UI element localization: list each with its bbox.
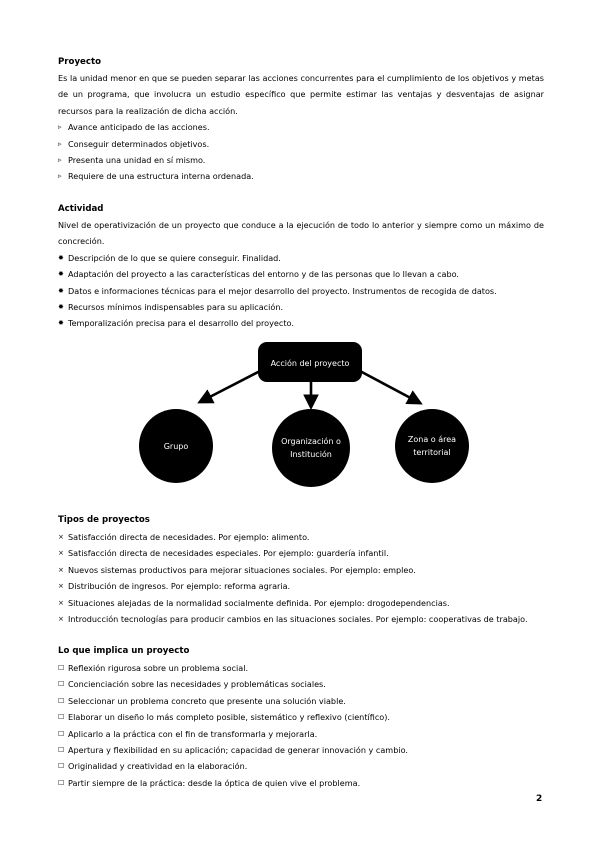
checkbox-bullet-icon: ☐ <box>58 746 65 755</box>
checkbox-bullet-icon: ☐ <box>58 696 65 705</box>
triangle-bullet-icon: ▹ <box>58 139 62 148</box>
star-bullet-icon: ✸ <box>58 253 64 262</box>
cross-bullet-icon: × <box>58 615 64 624</box>
cross-bullet-icon: × <box>58 533 64 541</box>
cross-bullet-icon: × <box>58 582 64 591</box>
list-item: ☐ Apertura y flexibilidad en su aplicación; capacidad de generar innovación y cambio. <box>58 742 544 758</box>
list-item: × Situaciones alejadas de la normalidad socialmente definida. Por ejemplo: drogodependencias. <box>58 595 544 611</box>
section-title: Proyecto <box>58 57 101 67</box>
list-item: ✸ Recursos mínimos indispensables para su aplicación. <box>58 299 544 315</box>
triangle-bullet-icon: ▹ <box>58 172 62 181</box>
star-bullet-icon: ✸ <box>58 286 64 295</box>
list-item: × Nuevos sistemas productivos para mejorar situaciones sociales. Por ejemplo: empleo. <box>58 562 544 578</box>
list-item: ▹ Avance anticipado de las acciones. <box>58 119 544 135</box>
section-proyecto <box>58 56 544 185</box>
arrow-left <box>200 370 262 402</box>
section-title: Lo que implica un proyecto <box>58 646 190 656</box>
star-bullet-icon: ✸ <box>58 270 64 279</box>
list-item: ☐ Concienciación sobre las necesidades y problemáticas sociales. <box>58 676 544 692</box>
star-bullet-icon: ✸ <box>58 319 64 328</box>
list-item: ☐ Partir siempre de la práctica: desde la óptica de quien vive el problema. <box>58 775 544 791</box>
list-item: ☐ Aplicarlo a la práctica con el fin de transformarla y mejorarla. <box>58 726 544 742</box>
list-item: ▹ Requiere de una estructura interna ordenada. <box>58 168 544 184</box>
section-paragraph: Es la unidad menor en que se pueden separar las acciones concurrentes para el cumplimiento de los objetivos y metas de un programa, que involucra un estudio específico que permite estimar las ventajas y desventajas de asignar recursos para la realización de dicha acción. <box>58 73 544 116</box>
arrow-right <box>358 370 420 403</box>
organization-node-label-2: Institución <box>290 450 332 459</box>
project-diagram <box>0 330 599 505</box>
section-title: Actividad <box>58 204 104 214</box>
zone-node-label-1: Zona o área <box>407 435 457 444</box>
action-node-label: Acción del proyecto <box>270 359 350 368</box>
list-item: ☐ Reflexión rigurosa sobre un problema social. <box>58 660 544 676</box>
triangle-bullet-icon: ▹ <box>58 156 62 165</box>
cross-bullet-icon: × <box>58 565 64 574</box>
list-item: ▹ Presenta una unidad en sí mismo. <box>58 152 544 168</box>
section-tipos <box>58 514 544 627</box>
list-item: × Satisfacción directa de necesidades. Por ejemplo: alimento. <box>58 529 544 545</box>
cross-bullet-icon: × <box>58 598 64 607</box>
cross-bullet-icon: × <box>58 549 64 558</box>
zone-node <box>395 409 469 483</box>
organization-node <box>272 409 350 487</box>
list-item: × Introducción tecnologías para producir cambios en las situaciones sociales. Por ejemplo: cooperativas de trabajo. <box>58 611 544 627</box>
list-item: × Satisfacción directa de necesidades especiales. Por ejemplo: guardería infantil. <box>58 545 544 561</box>
bullet-list <box>58 119 544 185</box>
list-item: ✸ Datos e informaciones técnicas para el mejor desarrollo del proyecto. Instrumentos de recogida de datos. <box>58 283 544 299</box>
checkbox-bullet-icon: ☐ <box>58 680 65 689</box>
section-implica <box>58 645 544 791</box>
list-item: ☐ Seleccionar un problema concreto que presente una solución viable. <box>58 693 544 709</box>
bullet-list <box>58 529 544 627</box>
section-paragraph: Nivel de operativización de un proyecto que conduce a la ejecución de todo lo anterior y siempre como un máximo de concreción. <box>58 220 544 247</box>
checkbox-bullet-icon: ☐ <box>58 664 65 672</box>
page-number: 2 <box>536 794 543 804</box>
checkbox-bullet-icon: ☐ <box>58 713 65 722</box>
organization-node-label-1: Organización o <box>281 437 341 446</box>
zone-node-label-2: territorial <box>413 448 451 457</box>
group-node-label: Grupo <box>163 442 189 451</box>
checkbox-bullet-icon: ☐ <box>58 778 65 787</box>
checkbox-bullet-icon: ☐ <box>58 762 65 771</box>
list-item: ☐ Elaborar un diseño lo más completo posible, sistemático y reflexivo (científico). <box>58 709 544 725</box>
list-item: ✸ Temporalización precisa para el desarrollo del proyecto. <box>58 315 544 331</box>
list-item: ✸ Adaptación del proyecto a las características del entorno y de las personas que lo llevan a cabo. <box>58 266 544 282</box>
list-item: ✸ Descripción de lo que se quiere conseguir. Finalidad. <box>58 250 544 266</box>
list-item: ☐ Originalidad y creatividad en la elaboración. <box>58 758 544 774</box>
star-bullet-icon: ✸ <box>58 303 64 312</box>
triangle-bullet-icon: ▹ <box>58 123 62 132</box>
section-title: Tipos de proyectos <box>58 515 150 525</box>
checkbox-bullet-icon: ☐ <box>58 729 65 738</box>
section-actividad <box>58 203 544 332</box>
list-item: × Distribución de ingresos. Por ejemplo: reforma agraria. <box>58 578 544 594</box>
bullet-list <box>58 660 544 791</box>
list-item: ▹ Conseguir determinados objetivos. <box>58 136 544 152</box>
bullet-list <box>58 250 544 332</box>
